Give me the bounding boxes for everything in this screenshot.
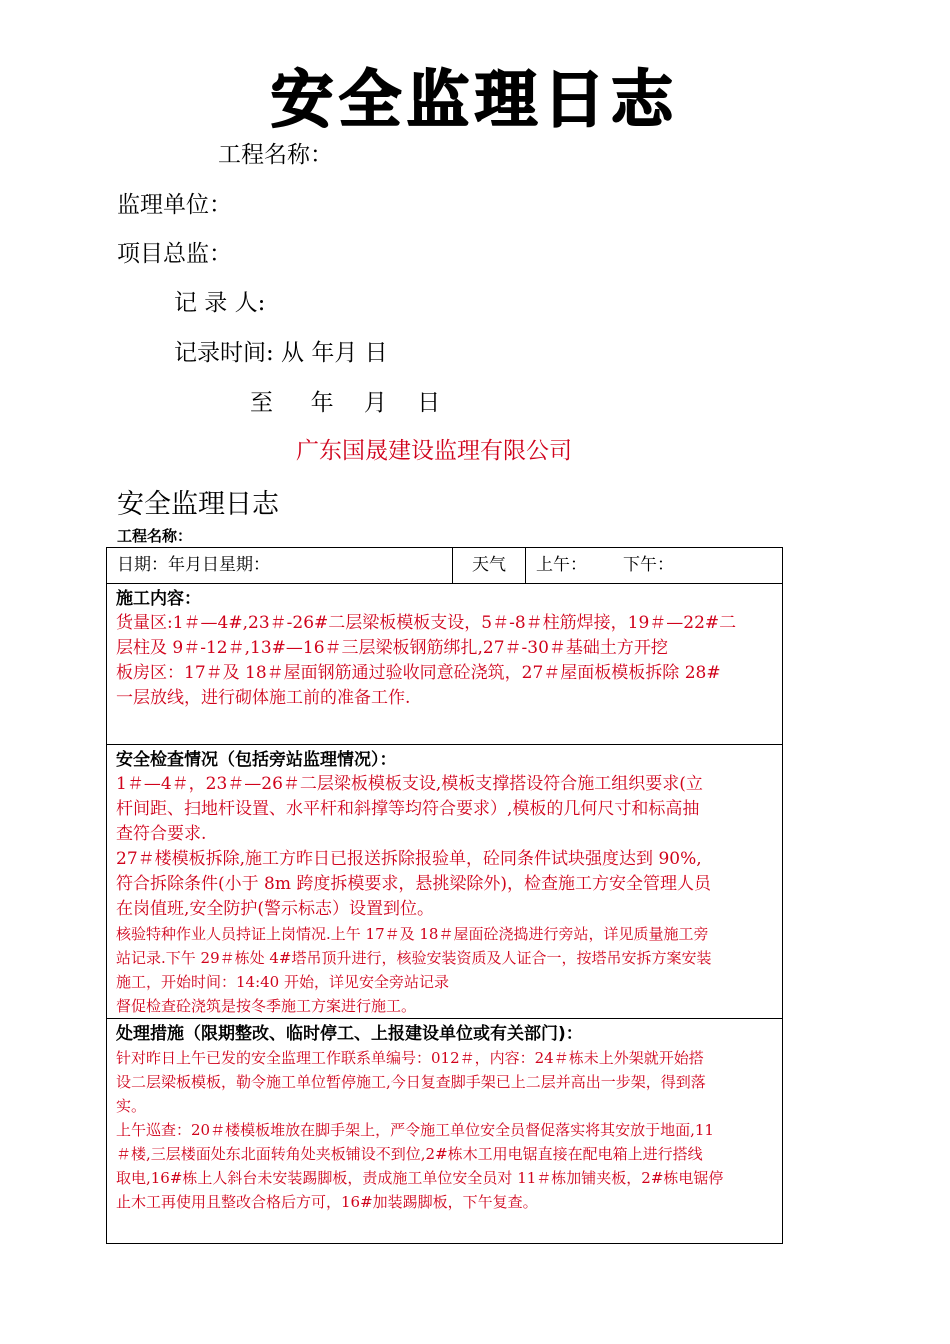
safety-check-section	[107, 745, 782, 1019]
measures-line: 止木工再使用且整改合格后方可，16#加装踢脚板，下午复查。	[116, 1193, 538, 1211]
safety-check-line: 杆间距、扫地杆设置、水平杆和斜撑等均符合要求）,模板的几何尺寸和标高抽	[116, 799, 700, 819]
safety-check-heading: 安全检查情况（包括旁站监理情况）：	[116, 750, 397, 770]
safety-check-note: 核验特种作业人员持证上岗情况.上午 17＃及 18＃屋面砼浇捣进行旁站，详见质量施工旁	[116, 925, 709, 943]
weather-label: 天气	[453, 548, 526, 583]
safety-check-notes	[116, 922, 774, 1018]
measures-line: 实。	[116, 1097, 147, 1115]
safety-check-note: 督促检查砼浇筑是按冬季施工方案进行施工。	[116, 997, 417, 1015]
construction-line: 层柱及 9＃-12＃,13#—16＃三层梁板钢筋绑扎,27＃-30＃基础土方开挖	[116, 638, 668, 658]
supervisor-unit-label: 监理单位：	[117, 192, 232, 218]
construction-line: 板房区：17＃及 18＃屋面钢筋通过验收同意砼浇筑，27＃屋面板模板拆除 28#	[116, 663, 721, 683]
construction-heading: 施工内容：	[116, 589, 201, 609]
construction-line: 一层放线，进行砌体施工前的准备工作.	[116, 688, 411, 708]
measures-line: 取电,16#栋上人斜台未安装踢脚板，责成施工单位安全员对 11＃栋加铺夹板，2#栋电锯停	[116, 1169, 724, 1187]
am-pm-cell	[526, 548, 782, 583]
log-table	[106, 547, 783, 1244]
measures-content	[116, 1046, 774, 1214]
project-name-label: 工程名称：	[218, 142, 333, 168]
date-label: 日期：年月日星期：	[107, 548, 453, 583]
measures-line: ＃楼,三层楼面处东北面转角处夹板铺设不到位,2#栋木工用电锯直接在配电箱上进行搭线	[116, 1145, 703, 1163]
measures-line: 设二层梁板模板，勒令施工单位暂停施工,今日复查脚手架已上二层并高出一步架，得到落	[116, 1073, 706, 1091]
company-name: 广东国晟建设监理有限公司	[296, 438, 572, 464]
safety-check-line: 查符合要求.	[116, 824, 207, 844]
date-weather-row	[107, 548, 782, 584]
am-label: 上午：	[536, 555, 587, 575]
construction-line: 货量区:1＃—4#,23＃-26#二层梁板模板支设，5＃-8＃柱筋焊接，19＃—22#二	[116, 613, 737, 633]
safety-check-note: 施工，开始时间：14:40 开始，详见安全旁站记录	[116, 973, 449, 991]
construction-content	[116, 611, 774, 711]
measures-heading: 处理措施（限期整改、临时停工、上报建设单位或有关部门)：	[116, 1024, 583, 1044]
log-heading: 安全监理日志	[117, 489, 279, 520]
chief-supervisor-label: 项目总监：	[117, 241, 232, 267]
pm-label: 下午：	[623, 555, 674, 575]
safety-check-note: 站记录.下午 29＃栋处 4#塔吊顶升进行，核验安装资质及人证合一，按塔吊安拆方案安装	[116, 949, 712, 967]
measures-section	[107, 1019, 782, 1244]
recorder-label: 记 录 人:	[174, 290, 266, 316]
cover-title: 安全监理日志	[270, 63, 679, 136]
safety-check-line: 27＃楼模板拆除,施工方昨日已报送拆除报验单，砼同条件试块强度达到 90%,	[116, 849, 702, 869]
safety-check-content	[116, 772, 774, 922]
measures-line: 针对昨日上午已发的安全监理工作联系单编号：012＃，内容：24＃栋未上外架就开始搭	[116, 1049, 704, 1067]
record-time-to: 至 年 月 日	[250, 390, 441, 416]
safety-check-line: 符合拆除条件(小于 8m 跨度拆模要求，悬挑梁除外)，检查施工方安全管理人员	[116, 874, 712, 894]
measures-line: 上午巡查：20＃楼模板堆放在脚手架上，严令施工单位安全员督促落实将其安放于地面,11	[116, 1121, 714, 1139]
log-project-name-label: 工程名称：	[117, 527, 193, 545]
safety-check-line: 1＃—4＃，23＃—26＃二层梁板模板支设,模板支撑搭设符合施工组织要求(立	[116, 774, 703, 794]
construction-section	[107, 584, 782, 745]
safety-check-line: 在岗值班,安全防护(警示标志）设置到位。	[116, 899, 435, 919]
record-time-from: 记录时间: 从 年月 日	[174, 340, 388, 366]
